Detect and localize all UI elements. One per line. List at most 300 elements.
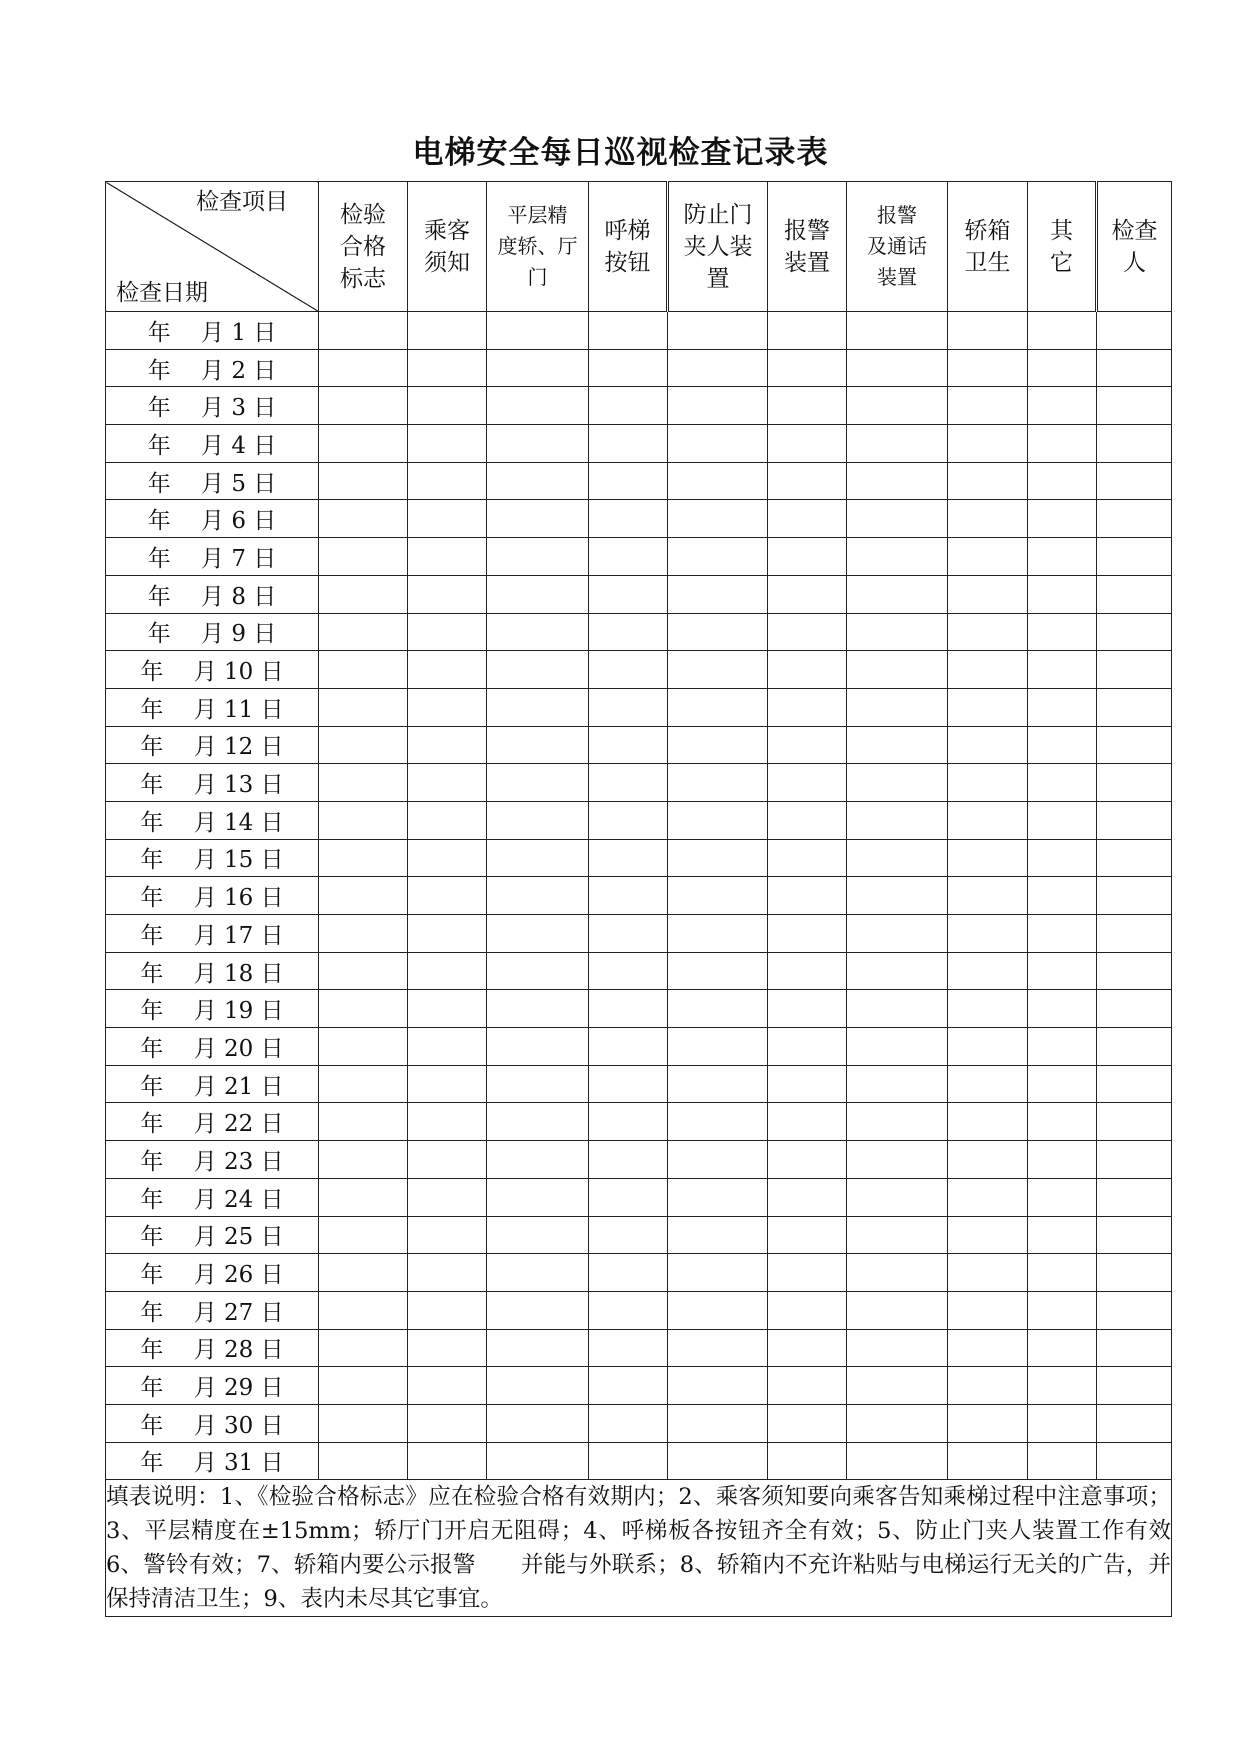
check-cell[interactable] — [1028, 312, 1097, 350]
check-cell[interactable] — [1097, 877, 1172, 915]
check-cell[interactable] — [1028, 1404, 1097, 1442]
check-cell[interactable] — [408, 1028, 487, 1066]
check-cell[interactable] — [319, 1404, 408, 1442]
check-cell[interactable] — [408, 1329, 487, 1367]
check-cell[interactable] — [668, 1028, 768, 1066]
check-cell[interactable] — [487, 312, 589, 350]
check-cell[interactable] — [1028, 462, 1097, 500]
check-cell[interactable] — [1028, 651, 1097, 689]
check-cell[interactable] — [408, 1254, 487, 1292]
check-cell[interactable] — [768, 801, 847, 839]
check-cell[interactable] — [768, 425, 847, 463]
check-cell[interactable] — [1028, 688, 1097, 726]
check-cell[interactable] — [948, 425, 1028, 463]
check-cell[interactable] — [589, 877, 668, 915]
check-cell[interactable] — [319, 1028, 408, 1066]
check-cell[interactable] — [589, 1141, 668, 1179]
check-cell[interactable] — [847, 1141, 948, 1179]
check-cell[interactable] — [319, 613, 408, 651]
check-cell[interactable] — [948, 1065, 1028, 1103]
check-cell[interactable] — [1028, 1141, 1097, 1179]
check-cell[interactable] — [768, 1367, 847, 1405]
check-cell[interactable] — [487, 651, 589, 689]
check-cell[interactable] — [319, 1329, 408, 1367]
check-cell[interactable] — [1097, 651, 1172, 689]
check-cell[interactable] — [319, 1178, 408, 1216]
check-cell[interactable] — [948, 952, 1028, 990]
check-cell[interactable] — [1097, 500, 1172, 538]
check-cell[interactable] — [668, 1065, 768, 1103]
check-cell[interactable] — [847, 462, 948, 500]
check-cell[interactable] — [319, 462, 408, 500]
check-cell[interactable] — [487, 915, 589, 953]
check-cell[interactable] — [1097, 952, 1172, 990]
check-cell[interactable] — [948, 1028, 1028, 1066]
check-cell[interactable] — [768, 1028, 847, 1066]
check-cell[interactable] — [589, 915, 668, 953]
check-cell[interactable] — [408, 764, 487, 802]
check-cell[interactable] — [847, 312, 948, 350]
check-cell[interactable] — [487, 1028, 589, 1066]
check-cell[interactable] — [408, 1103, 487, 1141]
check-cell[interactable] — [847, 952, 948, 990]
check-cell[interactable] — [589, 1404, 668, 1442]
check-cell[interactable] — [487, 952, 589, 990]
check-cell[interactable] — [847, 688, 948, 726]
check-cell[interactable] — [948, 915, 1028, 953]
check-cell[interactable] — [948, 990, 1028, 1028]
check-cell[interactable] — [1097, 801, 1172, 839]
check-cell[interactable] — [589, 764, 668, 802]
check-cell[interactable] — [668, 877, 768, 915]
check-cell[interactable] — [589, 651, 668, 689]
check-cell[interactable] — [668, 575, 768, 613]
check-cell[interactable] — [1028, 500, 1097, 538]
check-cell[interactable] — [589, 1065, 668, 1103]
check-cell[interactable] — [948, 387, 1028, 425]
check-cell[interactable] — [1028, 801, 1097, 839]
check-cell[interactable] — [408, 538, 487, 576]
check-cell[interactable] — [668, 462, 768, 500]
check-cell[interactable] — [668, 1329, 768, 1367]
check-cell[interactable] — [948, 1291, 1028, 1329]
check-cell[interactable] — [847, 349, 948, 387]
check-cell[interactable] — [589, 613, 668, 651]
check-cell[interactable] — [847, 575, 948, 613]
check-cell[interactable] — [1028, 1103, 1097, 1141]
check-cell[interactable] — [589, 839, 668, 877]
check-cell[interactable] — [948, 1103, 1028, 1141]
check-cell[interactable] — [487, 613, 589, 651]
check-cell[interactable] — [768, 1254, 847, 1292]
check-cell[interactable] — [319, 688, 408, 726]
check-cell[interactable] — [487, 1103, 589, 1141]
check-cell[interactable] — [847, 387, 948, 425]
check-cell[interactable] — [408, 839, 487, 877]
check-cell[interactable] — [1028, 915, 1097, 953]
check-cell[interactable] — [408, 1367, 487, 1405]
check-cell[interactable] — [319, 575, 408, 613]
check-cell[interactable] — [408, 575, 487, 613]
check-cell[interactable] — [487, 1254, 589, 1292]
check-cell[interactable] — [487, 764, 589, 802]
check-cell[interactable] — [668, 1178, 768, 1216]
check-cell[interactable] — [319, 1103, 408, 1141]
check-cell[interactable] — [487, 839, 589, 877]
check-cell[interactable] — [487, 387, 589, 425]
check-cell[interactable] — [948, 877, 1028, 915]
check-cell[interactable] — [319, 500, 408, 538]
check-cell[interactable] — [768, 1404, 847, 1442]
check-cell[interactable] — [487, 1065, 589, 1103]
check-cell[interactable] — [1028, 839, 1097, 877]
check-cell[interactable] — [1097, 538, 1172, 576]
check-cell[interactable] — [1028, 613, 1097, 651]
check-cell[interactable] — [408, 312, 487, 350]
check-cell[interactable] — [319, 312, 408, 350]
check-cell[interactable] — [948, 1254, 1028, 1292]
check-cell[interactable] — [1028, 1178, 1097, 1216]
check-cell[interactable] — [319, 387, 408, 425]
check-cell[interactable] — [948, 688, 1028, 726]
check-cell[interactable] — [1097, 1329, 1172, 1367]
check-cell[interactable] — [319, 801, 408, 839]
check-cell[interactable] — [319, 1254, 408, 1292]
check-cell[interactable] — [847, 1103, 948, 1141]
check-cell[interactable] — [768, 575, 847, 613]
check-cell[interactable] — [948, 801, 1028, 839]
check-cell[interactable] — [589, 538, 668, 576]
check-cell[interactable] — [589, 1442, 668, 1480]
check-cell[interactable] — [1097, 387, 1172, 425]
check-cell[interactable] — [408, 387, 487, 425]
check-cell[interactable] — [1028, 1065, 1097, 1103]
check-cell[interactable] — [1028, 1254, 1097, 1292]
check-cell[interactable] — [768, 651, 847, 689]
check-cell[interactable] — [1028, 726, 1097, 764]
check-cell[interactable] — [668, 312, 768, 350]
check-cell[interactable] — [589, 1291, 668, 1329]
check-cell[interactable] — [668, 726, 768, 764]
check-cell[interactable] — [589, 312, 668, 350]
check-cell[interactable] — [847, 1028, 948, 1066]
check-cell[interactable] — [668, 538, 768, 576]
check-cell[interactable] — [319, 839, 408, 877]
check-cell[interactable] — [948, 1442, 1028, 1480]
check-cell[interactable] — [768, 877, 847, 915]
check-cell[interactable] — [668, 764, 768, 802]
check-cell[interactable] — [319, 764, 408, 802]
check-cell[interactable] — [847, 613, 948, 651]
check-cell[interactable] — [589, 1254, 668, 1292]
check-cell[interactable] — [487, 1178, 589, 1216]
check-cell[interactable] — [668, 990, 768, 1028]
check-cell[interactable] — [847, 990, 948, 1028]
check-cell[interactable] — [1097, 1028, 1172, 1066]
check-cell[interactable] — [1028, 575, 1097, 613]
check-cell[interactable] — [319, 1216, 408, 1254]
check-cell[interactable] — [408, 915, 487, 953]
check-cell[interactable] — [847, 915, 948, 953]
check-cell[interactable] — [408, 651, 487, 689]
check-cell[interactable] — [589, 688, 668, 726]
check-cell[interactable] — [589, 425, 668, 463]
check-cell[interactable] — [1028, 387, 1097, 425]
check-cell[interactable] — [487, 1404, 589, 1442]
check-cell[interactable] — [1097, 613, 1172, 651]
check-cell[interactable] — [768, 500, 847, 538]
check-cell[interactable] — [408, 688, 487, 726]
check-cell[interactable] — [408, 990, 487, 1028]
check-cell[interactable] — [1097, 1103, 1172, 1141]
check-cell[interactable] — [408, 613, 487, 651]
check-cell[interactable] — [768, 915, 847, 953]
check-cell[interactable] — [768, 1442, 847, 1480]
check-cell[interactable] — [487, 990, 589, 1028]
check-cell[interactable] — [1097, 1254, 1172, 1292]
check-cell[interactable] — [1028, 1329, 1097, 1367]
check-cell[interactable] — [487, 1442, 589, 1480]
check-cell[interactable] — [668, 387, 768, 425]
check-cell[interactable] — [1097, 688, 1172, 726]
check-cell[interactable] — [948, 651, 1028, 689]
check-cell[interactable] — [668, 349, 768, 387]
check-cell[interactable] — [768, 990, 847, 1028]
check-cell[interactable] — [847, 425, 948, 463]
check-cell[interactable] — [319, 1367, 408, 1405]
check-cell[interactable] — [589, 387, 668, 425]
check-cell[interactable] — [768, 688, 847, 726]
check-cell[interactable] — [408, 1291, 487, 1329]
check-cell[interactable] — [1028, 349, 1097, 387]
check-cell[interactable] — [847, 1065, 948, 1103]
check-cell[interactable] — [487, 726, 589, 764]
check-cell[interactable] — [319, 349, 408, 387]
check-cell[interactable] — [487, 1367, 589, 1405]
check-cell[interactable] — [408, 801, 487, 839]
check-cell[interactable] — [408, 1065, 487, 1103]
check-cell[interactable] — [668, 839, 768, 877]
check-cell[interactable] — [487, 1291, 589, 1329]
check-cell[interactable] — [589, 462, 668, 500]
check-cell[interactable] — [768, 538, 847, 576]
check-cell[interactable] — [319, 1141, 408, 1179]
check-cell[interactable] — [768, 462, 847, 500]
check-cell[interactable] — [487, 575, 589, 613]
check-cell[interactable] — [1097, 1404, 1172, 1442]
check-cell[interactable] — [1097, 575, 1172, 613]
check-cell[interactable] — [1028, 764, 1097, 802]
check-cell[interactable] — [408, 1404, 487, 1442]
check-cell[interactable] — [408, 1178, 487, 1216]
check-cell[interactable] — [668, 1254, 768, 1292]
check-cell[interactable] — [768, 1329, 847, 1367]
check-cell[interactable] — [1028, 877, 1097, 915]
check-cell[interactable] — [768, 349, 847, 387]
check-cell[interactable] — [1028, 1367, 1097, 1405]
check-cell[interactable] — [847, 1442, 948, 1480]
check-cell[interactable] — [408, 952, 487, 990]
check-cell[interactable] — [668, 1404, 768, 1442]
check-cell[interactable] — [1028, 1028, 1097, 1066]
check-cell[interactable] — [948, 1404, 1028, 1442]
check-cell[interactable] — [589, 1178, 668, 1216]
check-cell[interactable] — [668, 500, 768, 538]
check-cell[interactable] — [668, 952, 768, 990]
check-cell[interactable] — [668, 1442, 768, 1480]
check-cell[interactable] — [847, 726, 948, 764]
check-cell[interactable] — [408, 500, 487, 538]
check-cell[interactable] — [668, 651, 768, 689]
check-cell[interactable] — [1028, 1291, 1097, 1329]
check-cell[interactable] — [589, 801, 668, 839]
check-cell[interactable] — [668, 1291, 768, 1329]
check-cell[interactable] — [589, 952, 668, 990]
check-cell[interactable] — [768, 1065, 847, 1103]
check-cell[interactable] — [487, 462, 589, 500]
check-cell[interactable] — [948, 764, 1028, 802]
check-cell[interactable] — [1097, 462, 1172, 500]
check-cell[interactable] — [1097, 1291, 1172, 1329]
check-cell[interactable] — [668, 1367, 768, 1405]
check-cell[interactable] — [768, 1216, 847, 1254]
check-cell[interactable] — [847, 1367, 948, 1405]
check-cell[interactable] — [768, 839, 847, 877]
check-cell[interactable] — [948, 726, 1028, 764]
check-cell[interactable] — [319, 877, 408, 915]
check-cell[interactable] — [408, 1141, 487, 1179]
check-cell[interactable] — [319, 538, 408, 576]
check-cell[interactable] — [948, 613, 1028, 651]
check-cell[interactable] — [1097, 1216, 1172, 1254]
check-cell[interactable] — [319, 726, 408, 764]
check-cell[interactable] — [408, 726, 487, 764]
check-cell[interactable] — [589, 349, 668, 387]
check-cell[interactable] — [668, 1216, 768, 1254]
check-cell[interactable] — [319, 1065, 408, 1103]
check-cell[interactable] — [408, 1442, 487, 1480]
check-cell[interactable] — [948, 312, 1028, 350]
check-cell[interactable] — [668, 915, 768, 953]
check-cell[interactable] — [847, 500, 948, 538]
check-cell[interactable] — [668, 425, 768, 463]
check-cell[interactable] — [948, 1367, 1028, 1405]
check-cell[interactable] — [847, 764, 948, 802]
check-cell[interactable] — [768, 726, 847, 764]
check-cell[interactable] — [589, 726, 668, 764]
check-cell[interactable] — [768, 1103, 847, 1141]
check-cell[interactable] — [768, 764, 847, 802]
check-cell[interactable] — [768, 387, 847, 425]
check-cell[interactable] — [948, 349, 1028, 387]
check-cell[interactable] — [847, 801, 948, 839]
check-cell[interactable] — [487, 349, 589, 387]
check-cell[interactable] — [487, 877, 589, 915]
check-cell[interactable] — [1097, 312, 1172, 350]
check-cell[interactable] — [1028, 952, 1097, 990]
check-cell[interactable] — [847, 1404, 948, 1442]
check-cell[interactable] — [847, 839, 948, 877]
check-cell[interactable] — [948, 1329, 1028, 1367]
check-cell[interactable] — [1097, 915, 1172, 953]
check-cell[interactable] — [1097, 839, 1172, 877]
check-cell[interactable] — [589, 500, 668, 538]
check-cell[interactable] — [408, 349, 487, 387]
check-cell[interactable] — [847, 651, 948, 689]
check-cell[interactable] — [589, 1367, 668, 1405]
check-cell[interactable] — [847, 538, 948, 576]
check-cell[interactable] — [487, 688, 589, 726]
check-cell[interactable] — [1028, 1442, 1097, 1480]
check-cell[interactable] — [668, 1141, 768, 1179]
check-cell[interactable] — [668, 613, 768, 651]
check-cell[interactable] — [1097, 1141, 1172, 1179]
check-cell[interactable] — [1097, 1367, 1172, 1405]
check-cell[interactable] — [319, 1442, 408, 1480]
check-cell[interactable] — [668, 688, 768, 726]
check-cell[interactable] — [319, 1291, 408, 1329]
check-cell[interactable] — [319, 425, 408, 463]
check-cell[interactable] — [487, 1329, 589, 1367]
check-cell[interactable] — [1028, 425, 1097, 463]
check-cell[interactable] — [1097, 764, 1172, 802]
check-cell[interactable] — [589, 575, 668, 613]
check-cell[interactable] — [589, 990, 668, 1028]
check-cell[interactable] — [487, 538, 589, 576]
check-cell[interactable] — [768, 1291, 847, 1329]
check-cell[interactable] — [948, 1216, 1028, 1254]
check-cell[interactable] — [487, 1216, 589, 1254]
check-cell[interactable] — [1097, 1065, 1172, 1103]
check-cell[interactable] — [768, 613, 847, 651]
check-cell[interactable] — [948, 500, 1028, 538]
check-cell[interactable] — [487, 801, 589, 839]
check-cell[interactable] — [487, 425, 589, 463]
check-cell[interactable] — [668, 801, 768, 839]
check-cell[interactable] — [768, 1178, 847, 1216]
check-cell[interactable] — [487, 1141, 589, 1179]
check-cell[interactable] — [948, 462, 1028, 500]
check-cell[interactable] — [847, 1329, 948, 1367]
check-cell[interactable] — [847, 1254, 948, 1292]
check-cell[interactable] — [1097, 990, 1172, 1028]
check-cell[interactable] — [408, 877, 487, 915]
check-cell[interactable] — [847, 1216, 948, 1254]
check-cell[interactable] — [319, 915, 408, 953]
check-cell[interactable] — [319, 990, 408, 1028]
check-cell[interactable] — [319, 651, 408, 689]
check-cell[interactable] — [1097, 425, 1172, 463]
check-cell[interactable] — [948, 575, 1028, 613]
check-cell[interactable] — [847, 1291, 948, 1329]
check-cell[interactable] — [847, 877, 948, 915]
check-cell[interactable] — [589, 1028, 668, 1066]
check-cell[interactable] — [408, 1216, 487, 1254]
check-cell[interactable] — [768, 312, 847, 350]
check-cell[interactable] — [948, 1141, 1028, 1179]
check-cell[interactable] — [1097, 1442, 1172, 1480]
check-cell[interactable] — [847, 1178, 948, 1216]
check-cell[interactable] — [948, 1178, 1028, 1216]
check-cell[interactable] — [1028, 990, 1097, 1028]
check-cell[interactable] — [948, 839, 1028, 877]
check-cell[interactable] — [1097, 349, 1172, 387]
check-cell[interactable] — [589, 1329, 668, 1367]
check-cell[interactable] — [768, 1141, 847, 1179]
check-cell[interactable] — [487, 500, 589, 538]
check-cell[interactable] — [408, 425, 487, 463]
check-cell[interactable] — [1028, 1216, 1097, 1254]
